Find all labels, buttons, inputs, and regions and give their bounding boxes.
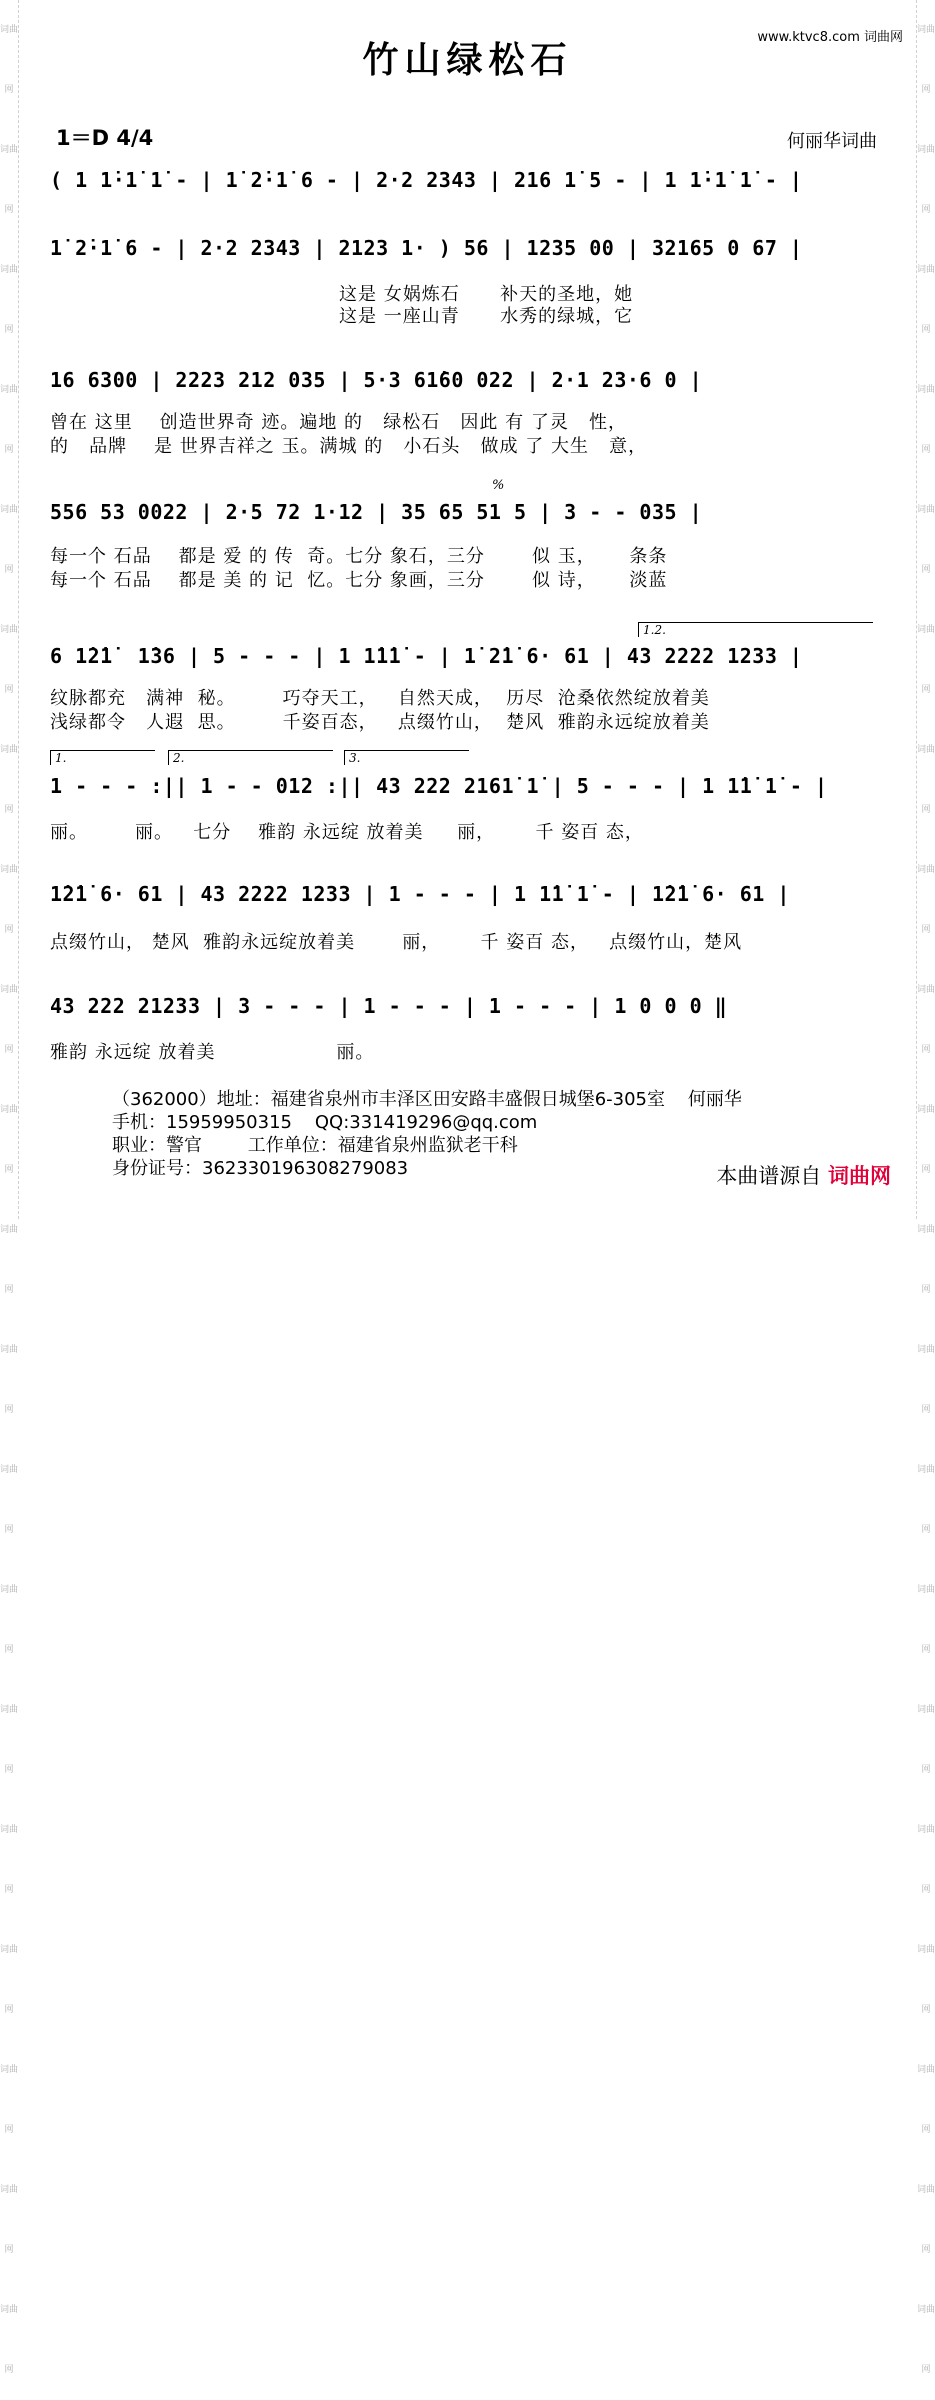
lyrics-verse-1: 纹脉都充 满神 秘。 巧夺天工， 自然天成， 历尽 沧桑依然绽放着美 — [50, 688, 710, 709]
segno-mark: % — [492, 478, 505, 493]
watermark-text: 词曲网 — [0, 385, 19, 455]
left-watermark-strip — [0, 0, 19, 2375]
job-line: 职业：警官 工作单位：福建省泉州监狱老干科 — [112, 1135, 518, 1156]
watermark-text: 词曲网 — [917, 1585, 935, 1655]
notation-line: ( 1 1̇·1̇ 1̇ - | 1̇ 2̇·1̇ 6 - | 2·2 2343 | 216 1̇ 5 - | 1 1̇·1̇ 1̇ - | — [50, 168, 803, 192]
watermark-text: 词曲网 — [0, 145, 19, 215]
volta-bracket-1: 1. — [50, 750, 155, 765]
watermark-text: 词曲网 — [0, 1465, 19, 1535]
key-signature: 1＝D 4/4 — [56, 126, 154, 150]
watermark-text: 词曲网 — [917, 985, 935, 1055]
watermark-text: 词曲网 — [0, 2305, 19, 2375]
watermark-text: 词曲网 — [917, 505, 935, 575]
watermark-text: 词曲网 — [0, 265, 19, 335]
notation-line: 16 6300 | 2223 212 035 | 5·3 61̇60 022 | 2·1 23·6 0 | — [50, 368, 703, 392]
lyrics-verse-1: 雅韵 永远绽 放着美 丽。 — [50, 1042, 375, 1063]
watermark-text: 词曲网 — [0, 1345, 19, 1415]
lyrics-verse-2: 这是 一座山青 水秀的绿城，它 — [50, 306, 634, 327]
lyrics-verse-2: 浅绿都令 人遐 思。 千姿百态， 点缀竹山， 楚风 雅韵永远绽放着美 — [50, 712, 710, 733]
watermark-text: 词曲网 — [917, 865, 935, 935]
watermark-text: 词曲网 — [917, 1945, 935, 2015]
volta-bracket-3: 3. — [344, 750, 469, 765]
notation-line: 556 53 0022 | 2·5 72 1·12 | 35 65 51 5 | 3 - - 035 | — [50, 500, 703, 524]
lyrics-verse-1: 丽。 丽。 七分 雅韵 永远绽 放着美 丽， 千 姿百 态， — [50, 822, 644, 843]
watermark-text: 词曲网 — [917, 1105, 935, 1175]
watermark-text: 词曲网 — [0, 1825, 19, 1895]
watermark-text: 词曲网 — [917, 2185, 935, 2255]
watermark-text: 词曲网 — [0, 625, 19, 695]
site-url[interactable]: www.ktvc8.com 词曲网 — [757, 30, 903, 45]
lyrics-verse-2: 的 品牌 是 世界吉祥之 玉。满城 的 小石头 做成 了 大生 意， — [50, 436, 648, 457]
watermark-text: 词曲网 — [917, 1825, 935, 1895]
watermark-text: 词曲网 — [0, 745, 19, 815]
watermark-text: 词曲网 — [917, 745, 935, 815]
watermark-text: 词曲网 — [917, 385, 935, 455]
source-prefix: 本曲谱源自 — [716, 1164, 822, 1188]
id-card-line: 身份证号：362330196308279083 — [112, 1158, 409, 1179]
watermark-text: 词曲网 — [917, 2305, 935, 2375]
contact-footer — [112, 1088, 742, 1180]
watermark-text: 词曲网 — [0, 1105, 19, 1175]
watermark-text: 词曲网 — [0, 2185, 19, 2255]
watermark-text: 词曲网 — [0, 25, 19, 95]
watermark-text: 词曲网 — [917, 1465, 935, 1535]
lyrics-verse-1: 曾在 这里 创造世界奇 迹。遍地 的 绿松石 因此 有 了灵 性， — [50, 412, 627, 433]
notation-line: 6 1̇2̇1̇ 1̇36 | 5 - - - | 1 1̇1̇1̇ - | 1̇ 2̇1̇ 6· 61 | 43 2222 1233 | — [50, 644, 803, 668]
watermark-text: 词曲网 — [0, 505, 19, 575]
watermark-text: 词曲网 — [0, 1945, 19, 2015]
source-brand-link[interactable]: 词曲网 — [828, 1164, 891, 1188]
notation-line: 43 222 21233 | 3 - - - | 1 - - - | 1 - - - | 1 0 0 0 ‖ — [50, 994, 728, 1018]
volta-bracket-1-2: 1.2. — [638, 622, 873, 637]
watermark-text: 词曲网 — [917, 625, 935, 695]
watermark-text: 词曲网 — [0, 1705, 19, 1775]
watermark-text: 词曲网 — [0, 1585, 19, 1655]
lyrics-verse-2: 每一个 石品 都是 美 的 记 忆。七分 象画，三分 似 诗， 淡蓝 — [50, 570, 668, 591]
composer-credit: 何丽华词曲 — [787, 131, 877, 152]
watermark-text: 词曲网 — [917, 1705, 935, 1775]
lyrics-verse-1: 点缀竹山， 楚风 雅韵永远绽放着美 丽， 千 姿百 态， 点缀竹山，楚风 — [50, 932, 743, 953]
watermark-text: 词曲网 — [917, 1225, 935, 1295]
notation-line: 1 - - - :|| 1 - - 012 :|| 43 222 2161̇ 1̇ | 5 - - - | 1 1̇1̇ 1̇ - | — [50, 774, 828, 798]
right-watermark-strip — [916, 0, 935, 2375]
watermark-text: 词曲网 — [917, 25, 935, 95]
page-title: 竹山绿松石 — [362, 39, 573, 81]
notation-line: 1̇2̇1̇ 6· 61 | 43 2222 1233 | 1 - - - | 1 1̇1̇ 1̇ - | 1̇2̇1̇ 6· 61 | — [50, 882, 790, 906]
watermark-text: 词曲网 — [917, 1345, 935, 1415]
volta-bracket-2: 2. — [168, 750, 333, 765]
address-line: （362000）地址：福建省泉州市丰泽区田安路丰盛假日城堡6-305室 何丽华 — [112, 1089, 742, 1110]
watermark-text: 词曲网 — [0, 2065, 19, 2135]
lyrics-verse-1: 每一个 石品 都是 爱 的 传 奇。七分 象石，三分 似 玉， 条条 — [50, 546, 668, 567]
watermark-text: 词曲网 — [0, 985, 19, 1055]
watermark-text: 词曲网 — [0, 1225, 19, 1295]
notation-line: 1̇ 2̇·1̇ 6 - | 2·2 2343 | 2123 1· ) 56 | 1235 00 | 32165 0 67 | — [50, 236, 803, 260]
watermark-text: 词曲网 — [917, 2065, 935, 2135]
watermark-text: 词曲网 — [0, 865, 19, 935]
phone-line: 手机：15959950315 QQ:331419296@qq.com — [112, 1112, 538, 1133]
watermark-text: 词曲网 — [917, 145, 935, 215]
source-credit — [716, 1160, 891, 1190]
lyrics-verse-1: 这是 女娲炼石 补天的圣地，她 — [50, 284, 634, 305]
watermark-text: 词曲网 — [917, 265, 935, 335]
